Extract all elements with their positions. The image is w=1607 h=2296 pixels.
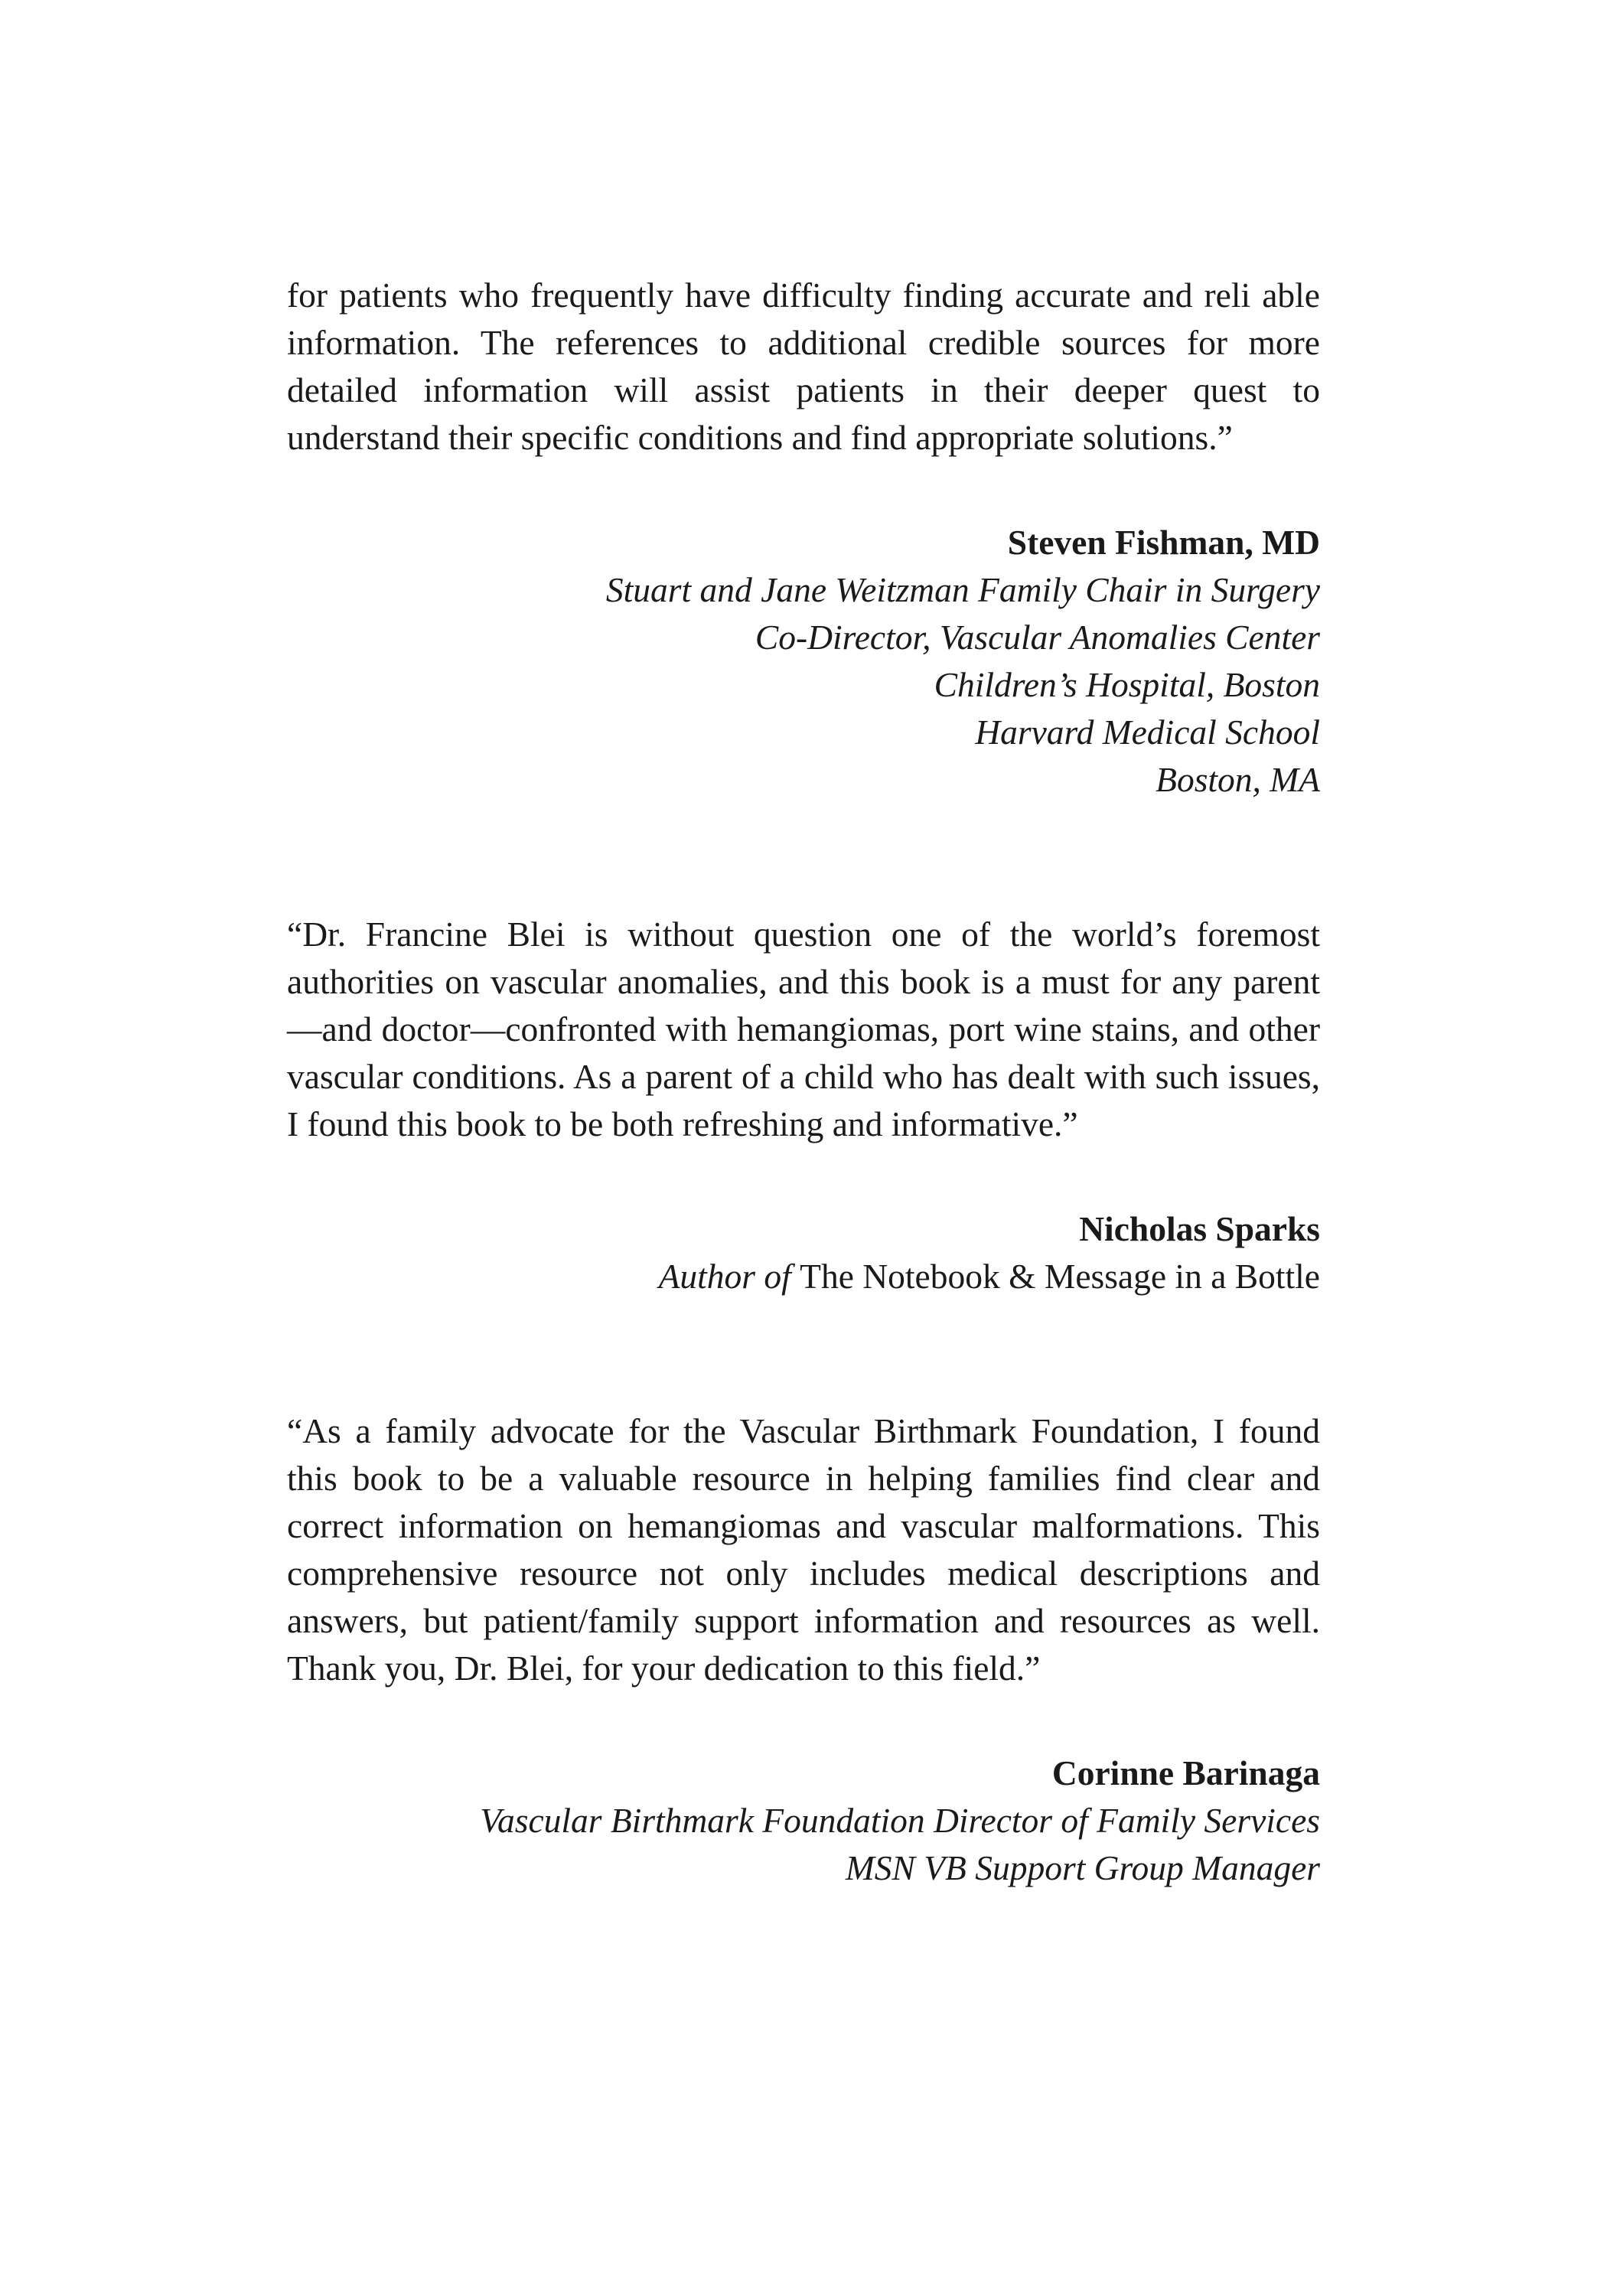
author-title-prefix: Author of [658, 1257, 800, 1296]
quote-line: “Dr. Francine Blei is without question one of the world’s foremost [287, 915, 1320, 954]
author-title: Boston, MA [1156, 760, 1320, 799]
author-name: Steven Fishman, MD [1007, 523, 1320, 562]
quote-line: found this book to be a valuable resource in helping families find clear [287, 1411, 1320, 1498]
quote-line: able information. The references to additional credible sources for [287, 276, 1320, 362]
author-name: Nicholas Sparks [1079, 1209, 1320, 1248]
author-works: The Notebook & Message in a Bottle [800, 1257, 1320, 1296]
author-title: Stuart and Jane Weitzman Family Chair in Surgery [605, 570, 1320, 609]
signature-barinaga [287, 1750, 1320, 1892]
quote-line: for patients who frequently have difficulty finding accurate and reli [287, 276, 1251, 315]
quote-line: and other vascular conditions. As a parent of a child who has dealt with [287, 1009, 1320, 1096]
author-title: Harvard Medical School [975, 713, 1320, 752]
quote-line: understand their specific conditions and find appropriate solutions.” [287, 418, 1233, 457]
signature-sparks [287, 1205, 1320, 1300]
signature-fishman [287, 519, 1320, 804]
book-page [287, 272, 1320, 1892]
author-title: Children’s Hospital, Boston [934, 665, 1320, 704]
quote-line: and answers, but patient/family support information and resources as [287, 1554, 1320, 1640]
quote-line: This comprehensive resource not only includes medical descriptions [287, 1506, 1320, 1593]
author-name: Corinne Barinaga [1051, 1753, 1320, 1792]
quote-line: “As a family advocate for the Vascular Birthmark Foundation, I [287, 1411, 1239, 1450]
author-title [287, 1253, 1320, 1300]
quote-line: well. Thank you, Dr. Blei, for your dedication to this field.” [287, 1601, 1320, 1688]
quote-line: parent—and doctor—confronted with hemangiomas, port wine stains, [287, 962, 1320, 1049]
quote-line: more detailed information will assist patients in their deeper quest to [287, 323, 1320, 409]
testimonial-quote-barinaga [287, 1407, 1320, 1692]
author-title: Vascular Birthmark Foundation Director of Family Services [480, 1801, 1320, 1840]
author-title: Co-Director, Vascular Anomalies Center [755, 618, 1320, 657]
quote-line: such issues, I found this book to be both refreshing and informative.” [287, 1057, 1321, 1143]
quote-line: and correct information on hemangiomas and vascular malformations. [287, 1459, 1320, 1545]
author-title: MSN VB Support Group Manager [845, 1848, 1320, 1887]
quote-line: authorities on vascular anomalies, and this book is a must for any [287, 962, 1234, 1001]
testimonial-quote-fishman [287, 272, 1320, 461]
testimonial-quote-sparks [287, 911, 1320, 1148]
